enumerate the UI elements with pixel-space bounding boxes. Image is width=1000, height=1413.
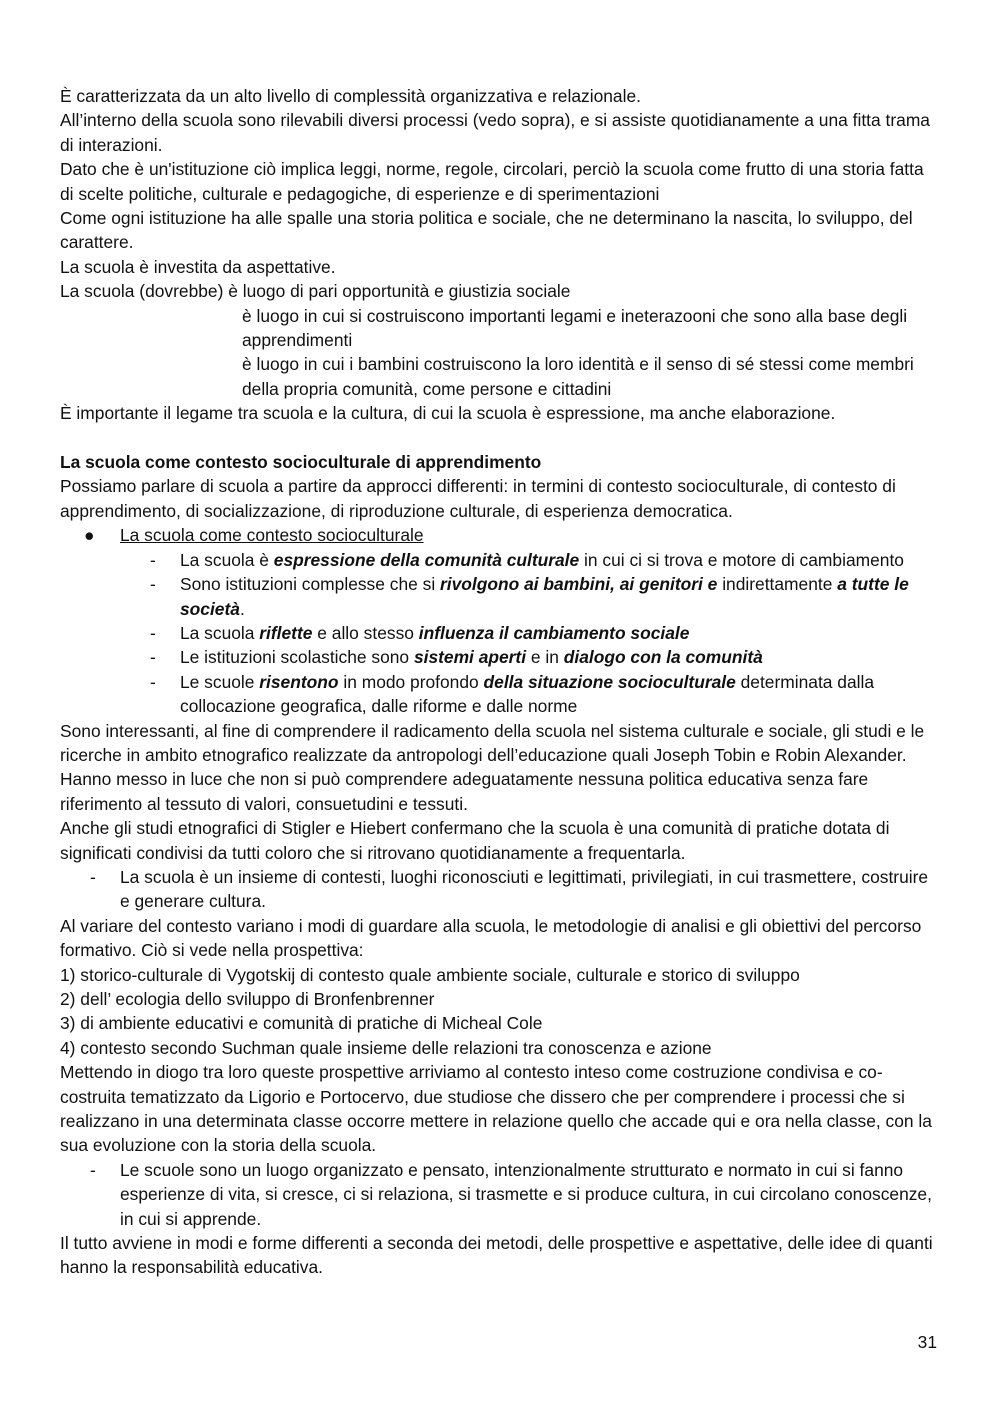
- intro-line-2: All’interno della scuola sono rilevabili diversi processi (vedo sopra), e si assiste quotidianamente a una fitta trama di interazioni.: [60, 110, 930, 155]
- dash-list-item: [150, 548, 940, 572]
- list-item: [90, 1158, 940, 1231]
- emphasized-text: dialogo con la comunità: [563, 647, 763, 668]
- numbered-item-4: 4) contesto secondo Suchman quale insieme delle relazioni tra conoscenza e azione: [60, 1037, 712, 1058]
- emphasized-text: della situazione socioculturale: [483, 671, 736, 692]
- paragraph-tobin: Sono interessanti, al fine di comprendere il radicamento della scuola nel sistema culturale e sociale, gli studi e le ricerche in ambito etnografico realizzate da antropologi dell’educazione quali Joseph Tobin e Robin Alexander. Hanno messo in luce che non si può comprendere adeguatamente nessuna politica educativa senza fare riferimento al tessuto di valori, consuetudini e tessuti.: [60, 720, 925, 814]
- text-segment: in modo profondo: [338, 671, 484, 692]
- document-page: [60, 84, 940, 1280]
- text-segment: La scuola: [180, 622, 260, 643]
- nested-dash-list: [60, 548, 940, 719]
- dash-marker: -: [150, 574, 156, 595]
- dash-list-scuole: [60, 1158, 940, 1231]
- bullet-title: La scuola come contesto socioculturale: [120, 525, 424, 546]
- emphasized-text: rivolgono ai bambini, ai genitori e: [440, 574, 718, 595]
- text-segment: e allo stesso: [312, 622, 419, 643]
- bullet-marker: ●: [84, 525, 95, 546]
- text-segment: La scuola è: [180, 549, 274, 570]
- intro-line-4: Come ogni istituzione ha alle spalle una storia politica e sociale, che ne determinano la nascita, lo sviluppo, del carattere.: [60, 208, 913, 253]
- intro-indented-1: è luogo in cui si costruiscono importanti legami e ineterazooni che sono alla base degli apprendimenti: [242, 305, 908, 351]
- intro-line-6: La scuola (dovrebbe) è luogo di pari opportunità e giustizia sociale: [60, 281, 571, 302]
- text-segment: Sono istituzioni complesse che si: [180, 574, 441, 595]
- paragraph-ligorio: Mettendo in diogo tra loro queste prospettive arriviamo al contesto inteso come costruzione condivisa e co-costruita tematizzato da Ligorio e Portocervo, due studiose che dissero che per comprendere i processi che si realizzano in una determinata classe occorre mettere in relazione quello che accade qui e ora nella classe, con la sua evoluzione con la storia della scuola.: [60, 1062, 932, 1156]
- numbered-item-1: 1) storico-culturale di Vygotskij di contesto quale ambiente sociale, culturale e storico di sviluppo: [60, 964, 800, 985]
- intro-indented-2: è luogo in cui i bambini costruiscono la loro identità e il senso di sé stessi come membri della propria comunità, come persone e cittadini: [242, 354, 914, 399]
- paragraph-final: Il tutto avviene in modi e forme differenti a seconda dei metodi, delle prospettive e aspettative, delle idee di quanti hanno la responsabilità educativa.: [60, 1233, 933, 1278]
- emphasized-text: espressione della comunità culturale: [273, 549, 580, 570]
- section-heading: La scuola come contesto socioculturale di apprendimento: [60, 452, 542, 473]
- emphasized-text: sistemi aperti: [413, 647, 527, 668]
- intro-end: È importante il legame tra scuola e la cultura, di cui la scuola è espressione, ma anche elaborazione.: [60, 403, 836, 424]
- dash-list-contesti: [60, 865, 940, 914]
- bullet-item: [60, 523, 940, 547]
- text-segment: determinata dalla collocazione geografica, dalle riforme e dalle norme: [180, 671, 875, 717]
- emphasized-text: riflette: [259, 622, 313, 643]
- intro-line-5: La scuola è investita da aspettative.: [60, 256, 336, 277]
- emphasized-text: risentono: [259, 671, 339, 692]
- list-item-text: Le scuole sono un luogo organizzato e pensato, intenzionalmente strutturato e normato in cui si fanno esperienze di vita, si cresce, ci si relaziona, si trasmette e si produce cultura, in cui circolano conoscenze, in cui si apprende.: [120, 1159, 932, 1229]
- dash-marker: -: [90, 1159, 96, 1180]
- dash-list-item: [150, 645, 940, 669]
- emphasized-text: influenza il cambiamento sociale: [418, 622, 690, 643]
- paragraph-spacer: [60, 426, 940, 450]
- text-segment: Le istituzioni scolastiche sono: [180, 647, 414, 668]
- text-segment: indirettamente: [717, 574, 838, 595]
- text-segment: .: [239, 598, 245, 619]
- dash-marker: -: [150, 671, 156, 692]
- intro-line-1: È caratterizzata da un alto livello di complessità organizzativa e relazionale.: [60, 86, 641, 106]
- paragraph-stigler: Anche gli studi etnografici di Stigler e Hiebert confermano che la scuola è una comunità di pratiche dotata di significati condivisi da tutti coloro che si ritrovano quotidianamente a frequentarla.: [60, 818, 890, 863]
- text-segment: e in: [526, 647, 564, 668]
- dash-list-item: [150, 670, 940, 719]
- section-intro: Possiamo parlare di scuola a partire da approcci differenti: in termini di contesto socioculturale, di contesto di apprendimento, di socializzazione, di riproduzione culturale, di esperienza democratica.: [60, 476, 896, 521]
- dash-list-item: [150, 621, 940, 645]
- emphasized-text: a tutte le società: [180, 574, 909, 619]
- list-item: [90, 865, 940, 914]
- numbered-item-3: 3) di ambiente educativi e comunità di pratiche di Micheal Cole: [60, 1013, 543, 1034]
- paragraph-variare: Al variare del contesto variano i modi di guardare alla scuola, le metodologie di analisi e gli obiettivi del percorso formativo. Ciò si vede nella prospettiva:: [60, 915, 922, 961]
- text-segment: Le scuole: [180, 671, 260, 692]
- intro-line-3: Dato che è un'istituzione ciò implica leggi, norme, regole, circolari, perciò la scuola come frutto di una storia fatta di scelte politiche, culturale e pedagogiche, di esperienze e di sperimentazioni: [60, 159, 924, 204]
- list-item-text: La scuola è un insieme di contesti, luoghi riconosciuti e legittimati, privilegiati, in cui trasmettere, costruire e generare cultura.: [120, 866, 929, 912]
- dash-marker: -: [90, 866, 96, 887]
- page-number: 31: [917, 1332, 937, 1352]
- dash-marker: -: [150, 622, 156, 643]
- dash-list-item: [150, 572, 940, 621]
- text-segment: in cui ci si trova e motore di cambiamento: [579, 549, 904, 570]
- dash-marker: -: [150, 549, 156, 570]
- dash-marker: -: [150, 647, 156, 668]
- numbered-item-2: 2) dell’ ecologia dello sviluppo di Bronfenbrenner: [60, 989, 435, 1010]
